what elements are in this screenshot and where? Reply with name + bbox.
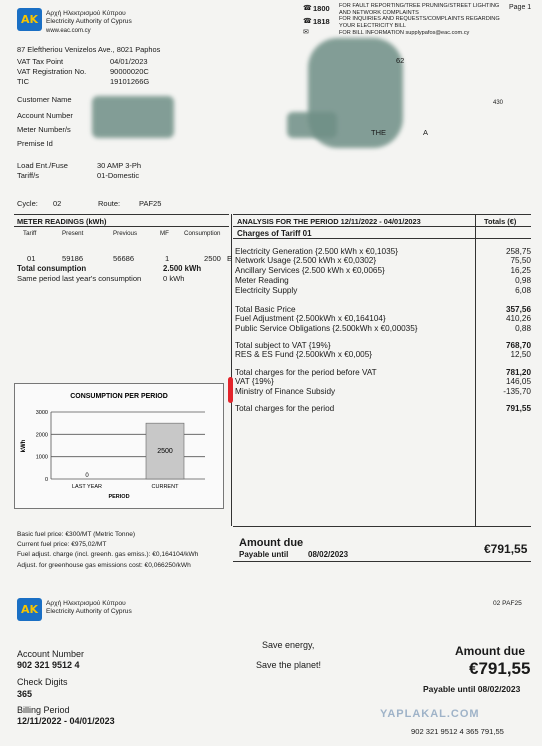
charge-label: Public Service Obligations {2.500kWh x €0,00035} — [235, 324, 418, 333]
same-period-value: 0 kWh — [163, 274, 185, 283]
charge-label: Electricity Supply — [235, 286, 298, 295]
customer-name-fragment: THE — [371, 128, 386, 137]
vat-info — [17, 57, 197, 87]
contact-text: FOR INQUIRIES AND REQUESTS/COMPLAINTS REGARDING YOUR ELECTRICITY BILL — [339, 16, 500, 29]
charge-value: 146,05 — [505, 377, 531, 386]
company-logo — [17, 8, 42, 31]
load-value: 01-Domestic — [97, 171, 140, 180]
load-row — [17, 161, 197, 171]
slogan-line-1: Save energy, — [262, 640, 315, 650]
vat-row — [17, 57, 197, 67]
charge-value: 781,20 — [505, 368, 531, 377]
fuel-note: Adjust. for greenhouse gas emissions cost: €0,066250/kWh — [17, 561, 191, 569]
fuel-note: Fuel adjust. charge (incl. greenh. gas emiss.): €0,164104/kWh — [17, 551, 199, 559]
slogan-line-2: Save the planet! — [256, 660, 322, 670]
fuel-note: Basic fuel price: €300/MT (Metric Tonne) — [17, 531, 136, 538]
account-labels — [17, 95, 73, 153]
charge-label: Total Basic Price — [235, 305, 296, 314]
watermark: YAPLAKAL.COM — [380, 708, 480, 720]
meter-col: Previous — [113, 230, 138, 237]
y-tick-label: 3000 — [35, 410, 48, 416]
stub-amount-label: Amount due — [455, 644, 525, 658]
meter-col: Tariff — [23, 230, 37, 237]
charge-label: Ancillary Services {2.500 kWh x €0,0065} — [235, 266, 385, 275]
divider — [233, 561, 531, 562]
divider — [14, 226, 229, 227]
charge-value: -135,70 — [503, 387, 531, 396]
divider — [475, 214, 476, 526]
analysis-title: ANALYSIS FOR THE PERIOD 12/11/2022 - 04/01/2023 — [237, 217, 421, 226]
charge-value: 16,25 — [510, 266, 531, 275]
load-label: Tariff/s — [17, 171, 39, 180]
divider — [14, 214, 229, 215]
eac-logo-icon: AK — [17, 8, 42, 31]
divider — [233, 226, 531, 227]
fuel-note: Current fuel price: €975,02/MT — [17, 541, 107, 549]
amount-due-label: Amount due — [239, 537, 304, 549]
company-name-greek: Αρχή Ηλεκτρισμού Κύπρου — [46, 600, 126, 607]
meter-cell: 2500 — [204, 254, 221, 263]
meter-col: Consumption — [184, 230, 221, 237]
load-value: 30 AMP 3-Ph — [97, 161, 142, 170]
fuel-notes — [17, 530, 198, 571]
y-tick-label: 0 — [44, 477, 48, 483]
charge-label: Total subject to VAT {19%} — [235, 341, 331, 350]
consumption-chart — [14, 383, 224, 509]
charge-value: 0,98 — [515, 276, 531, 285]
stub-account-label: Account Number — [17, 649, 85, 659]
vat-row — [17, 67, 197, 77]
redaction-blur — [92, 96, 174, 138]
meter-cell: 56686 — [113, 254, 135, 263]
load-row — [17, 171, 197, 181]
stub-company-name — [46, 600, 132, 616]
meter-flag: E — [227, 254, 233, 263]
stub-check-label: Check Digits — [17, 677, 68, 687]
charge-value: 410,26 — [505, 314, 531, 323]
cycle-label: Cycle: — [17, 199, 38, 208]
load-label: Load Ent./Fuse — [17, 161, 68, 170]
vat-label: TIC — [17, 77, 30, 86]
consumption-chart-svg — [15, 384, 223, 508]
account-label: Customer Name — [17, 95, 72, 104]
barcode-line: 902 321 9512 4 365 791,55 — [411, 727, 504, 736]
vat-value: 19101266G — [110, 77, 150, 86]
x-tick-label: CURRENT — [151, 484, 179, 490]
divider — [233, 238, 531, 239]
stub-account-value: 902 321 9512 4 — [17, 660, 80, 670]
divider — [233, 214, 531, 215]
meter-title: METER READINGS (kWh) — [17, 217, 107, 226]
account-label: Premise Id — [17, 139, 53, 148]
bar-value-label: 0 — [85, 473, 89, 479]
customer-name-fragment: A — [423, 128, 429, 137]
company-name-english: Electricity Authority of Cyprus — [46, 608, 132, 615]
charge-label: Total charges for the period before VAT — [235, 368, 377, 377]
meter-cell: 01 — [27, 254, 36, 263]
company-address: 87 Eleftheriou Venizelos Ave., 8021 Paphos — [17, 45, 161, 54]
company-name-greek: Αρχή Ηλεκτρισμού Κύπρου — [46, 10, 126, 17]
side-number: 430 — [493, 100, 504, 106]
vat-label: VAT Registration No. — [17, 67, 87, 76]
divider — [233, 526, 531, 527]
total-consumption-value: 2.500 kWh — [163, 264, 202, 273]
payable-label: Payable until — [239, 550, 289, 559]
company-name-block — [46, 10, 132, 26]
page-label: Page 1 — [509, 4, 532, 11]
contact-fault — [303, 3, 513, 17]
cycle-info — [17, 199, 207, 209]
contact-bill — [303, 16, 513, 30]
account-label: Meter Number/s — [17, 125, 71, 134]
envelope-icon: ✉ — [303, 29, 309, 36]
red-mark — [228, 377, 233, 403]
phone-icon: ☎ — [303, 5, 312, 12]
vat-value: 90000020C — [110, 67, 149, 76]
customer-address-fragment: 62 — [396, 56, 405, 65]
contact-number: 1818 — [313, 17, 330, 26]
y-tick-label: 1000 — [35, 454, 48, 461]
stub-payable-text: Payable until 08/02/2023 — [423, 684, 521, 694]
charge-value: 0,88 — [515, 324, 531, 333]
stub-check-value: 365 — [17, 689, 33, 699]
stub-route-code: 02 PAF25 — [493, 600, 522, 607]
charge-value: 768,70 — [505, 341, 531, 350]
chart-title: CONSUMPTION PER PERIOD — [70, 393, 168, 400]
x-tick-label: LAST YEAR — [71, 484, 103, 490]
eac-logo-icon: AK — [17, 598, 42, 621]
vat-row — [17, 77, 197, 87]
charge-label: Electricity Generation {2.500 kWh x €0,1035} — [235, 247, 398, 256]
charge-label: Meter Reading — [235, 276, 289, 285]
charge-value: 12,50 — [510, 350, 531, 359]
route-value: PAF25 — [139, 199, 162, 208]
totals-header: Totals (€) — [484, 217, 517, 226]
meter-col: Present — [62, 230, 84, 237]
charge-label: Total charges for the period — [235, 404, 335, 413]
charge-value: 6,08 — [515, 286, 531, 295]
same-period-label: Same period last year's consumption — [17, 274, 142, 283]
company-name-english: Electricity Authority of Cyprus — [46, 18, 132, 25]
amount-due-value: €791,55 — [484, 542, 528, 556]
charge-label: Ministry of Finance Subsidy — [235, 387, 336, 396]
company-website[interactable]: www.eac.com.cy — [46, 28, 91, 34]
account-label: Account Number — [17, 111, 73, 120]
meter-cell: 59186 — [62, 254, 84, 263]
tariff-title: Charges of Tariff 01 — [237, 229, 312, 238]
y-axis-label: kWh — [21, 439, 27, 453]
bar-value-label: 2500 — [157, 448, 173, 456]
stub-amount-value: €791,55 — [469, 659, 531, 678]
meter-col: MF — [160, 230, 169, 237]
contact-number: 1800 — [313, 4, 330, 13]
charge-label: Fuel Adjustment {2.500kWh x €0,164104} — [235, 314, 386, 323]
stub-billing-label: Billing Period — [17, 705, 70, 715]
y-tick-label: 2000 — [35, 432, 48, 439]
route-label: Route: — [98, 199, 121, 208]
total-consumption-label: Total consumption — [17, 264, 87, 273]
charge-label: Network Usage {2.500 kWh x €0,0302} — [235, 256, 377, 265]
charge-label: VAT {19%} — [235, 377, 274, 386]
load-info — [17, 161, 197, 181]
redaction-blur — [287, 112, 337, 138]
stub-logo — [17, 598, 42, 621]
phone-icon: ☎ — [303, 18, 312, 25]
charge-value: 258,75 — [505, 247, 531, 256]
vat-label: VAT Tax Point — [17, 57, 64, 66]
cycle-value: 02 — [53, 199, 62, 208]
stub-billing-value: 12/11/2022 - 04/01/2023 — [17, 716, 115, 726]
charge-value: 75,50 — [510, 256, 531, 265]
charge-value: 357,56 — [505, 305, 531, 314]
meter-cell: 1 — [165, 254, 170, 263]
x-axis-label: PERIOD — [108, 494, 130, 500]
payable-date: 08/02/2023 — [308, 550, 349, 559]
contact-text: FOR FAULT REPORTING/TREE PRUNING/STREET LIGHTING AND NETWORK COMPLAINTS — [339, 3, 500, 16]
charge-value: 791,55 — [505, 404, 531, 413]
charge-label: RES & ES Fund {2.500kWh x €0,005} — [235, 350, 372, 359]
contact-text[interactable]: FOR BILL INFORMATION supplypafos@eac.com.cy — [339, 30, 470, 36]
vat-value: 04/01/2023 — [110, 57, 148, 66]
